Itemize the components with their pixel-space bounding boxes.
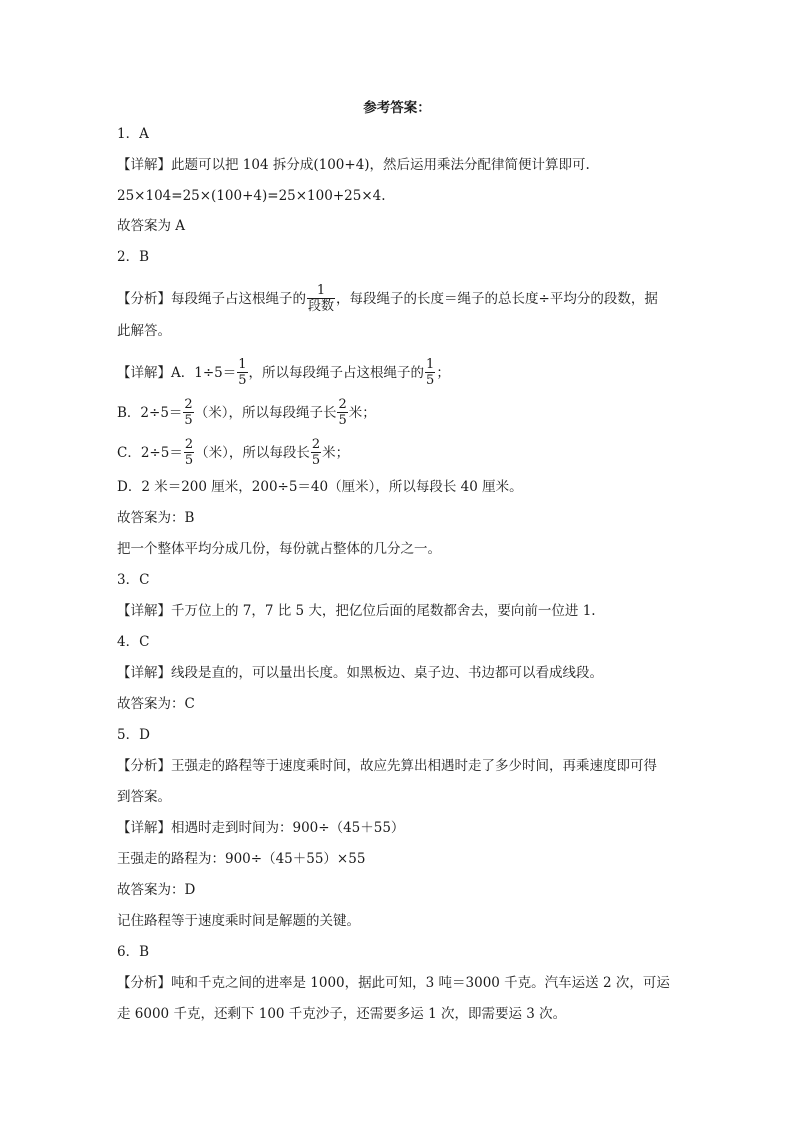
q2-c-end: 米； [322, 445, 350, 461]
fraction-numerator: 2 [184, 397, 193, 412]
fraction-denominator: 5 [311, 453, 321, 468]
fraction-denominator: 5 [184, 413, 193, 428]
q3-detail: 【详解】千万位上的 7，7 比 5 大，把亿位后面的尾数都舍去，要向前一位进 1. [117, 603, 596, 619]
q6-analysis-line1: 【分析】吨和千克之间的进率是 1000，据此可知，3 吨＝3000 千克。汽车运送 2 次，可运 [117, 975, 670, 991]
q2-b-mid: （米），所以每段绳子长 [194, 405, 337, 421]
q5-analysis-line2: 到答案。 [117, 789, 171, 805]
q2-detail-b [117, 397, 376, 428]
q1-calc: 25×104=25×(100+4)=25×100+25×4. [117, 188, 386, 204]
q2-c-fraction-2 [311, 437, 321, 468]
q2-b-end: 米； [348, 405, 376, 421]
q2-analysis-fraction [307, 283, 335, 314]
q5-answer: 故答案为：D [117, 882, 196, 898]
fraction-numerator: 1 [426, 357, 435, 372]
q3-number: 3．C [117, 572, 150, 588]
q2-analysis-text-a: 【分析】每段绳子占这根绳子的 [117, 291, 306, 307]
q2-b-text: B．2÷5＝ [117, 405, 183, 421]
fraction-denominator: 5 [184, 453, 194, 468]
q6-analysis-line2: 走 6000 千克，还剩下 100 千克沙子，还需要多运 1 次，即需要运 3 次。 [117, 1006, 567, 1022]
q5-calc: 王强走的路程为：900÷（45＋55）×55 [117, 851, 366, 867]
q6-number: 6．B [117, 944, 150, 960]
q1-number: 1．A [117, 126, 149, 142]
q2-analysis-line1 [117, 283, 658, 314]
fraction-numerator: 2 [338, 397, 347, 412]
q4-answer: 故答案为：C [117, 696, 195, 712]
q2-detail-d: D．2 米＝200 厘米，200÷5＝40（厘米），所以每段长 40 厘米。 [117, 479, 523, 495]
fraction-numerator: 2 [184, 437, 194, 452]
q2-c-text: C．2÷5＝ [117, 445, 183, 461]
q5-detail: 【详解】相遇时走到时间为：900÷（45＋55） [117, 820, 405, 836]
q1-answer: 故答案为 A [117, 218, 186, 234]
q2-a-fraction [237, 357, 247, 388]
q2-answer: 故答案为：B [117, 510, 195, 526]
q2-analysis-line2: 此解答。 [117, 323, 171, 339]
q2-analysis-text-b: ，每段绳子的长度＝绳子的总长度÷平均分的段数，据 [336, 291, 658, 307]
q5-number: 5．D [117, 727, 150, 743]
q2-c-mid: （米），所以每段长 [195, 445, 310, 461]
q4-detail: 【详解】线段是直的，可以量出长度。如黑板边、桌子边、书边都可以看成线段。 [117, 665, 603, 681]
q2-a-fraction-2 [425, 357, 435, 388]
fraction-denominator: 5 [338, 413, 347, 428]
fraction-numerator: 1 [307, 283, 335, 299]
q2-detail-a [117, 357, 450, 388]
q2-note: 把一个整体平均分成几份，每份就占整体的几分之一。 [117, 541, 441, 557]
q2-detail-c [117, 437, 350, 468]
fraction-denominator: 5 [426, 373, 435, 388]
fraction-denominator: 5 [238, 373, 247, 388]
q5-note: 记住路程等于速度乘时间是解题的关键。 [117, 913, 360, 929]
q2-number: 2．B [117, 249, 150, 265]
fraction-numerator: 1 [238, 357, 247, 372]
fraction-numerator: 2 [311, 437, 321, 452]
q2-b-fraction [183, 397, 193, 428]
q2-c-fraction [184, 437, 194, 468]
page-title: 参考答案： [363, 100, 431, 116]
q2-a-mid: ，所以每段绳子占这根绳子的 [248, 365, 425, 381]
fraction-denominator: 段数 [308, 299, 335, 314]
q5-analysis-line1: 【分析】王强走的路程等于速度乘时间，故应先算出相遇时走了多少时间，再乘速度即可得 [117, 758, 657, 774]
q4-number: 4．C [117, 634, 150, 650]
q2-a-text: 【详解】A．1÷5＝ [117, 365, 237, 381]
q2-a-end: ； [436, 365, 450, 381]
q1-detail: 【详解】此题可以把 104 拆分成(100+4)，然后运用乘法分配律简便计算即可. [117, 157, 590, 173]
q2-b-fraction-2 [337, 397, 347, 428]
